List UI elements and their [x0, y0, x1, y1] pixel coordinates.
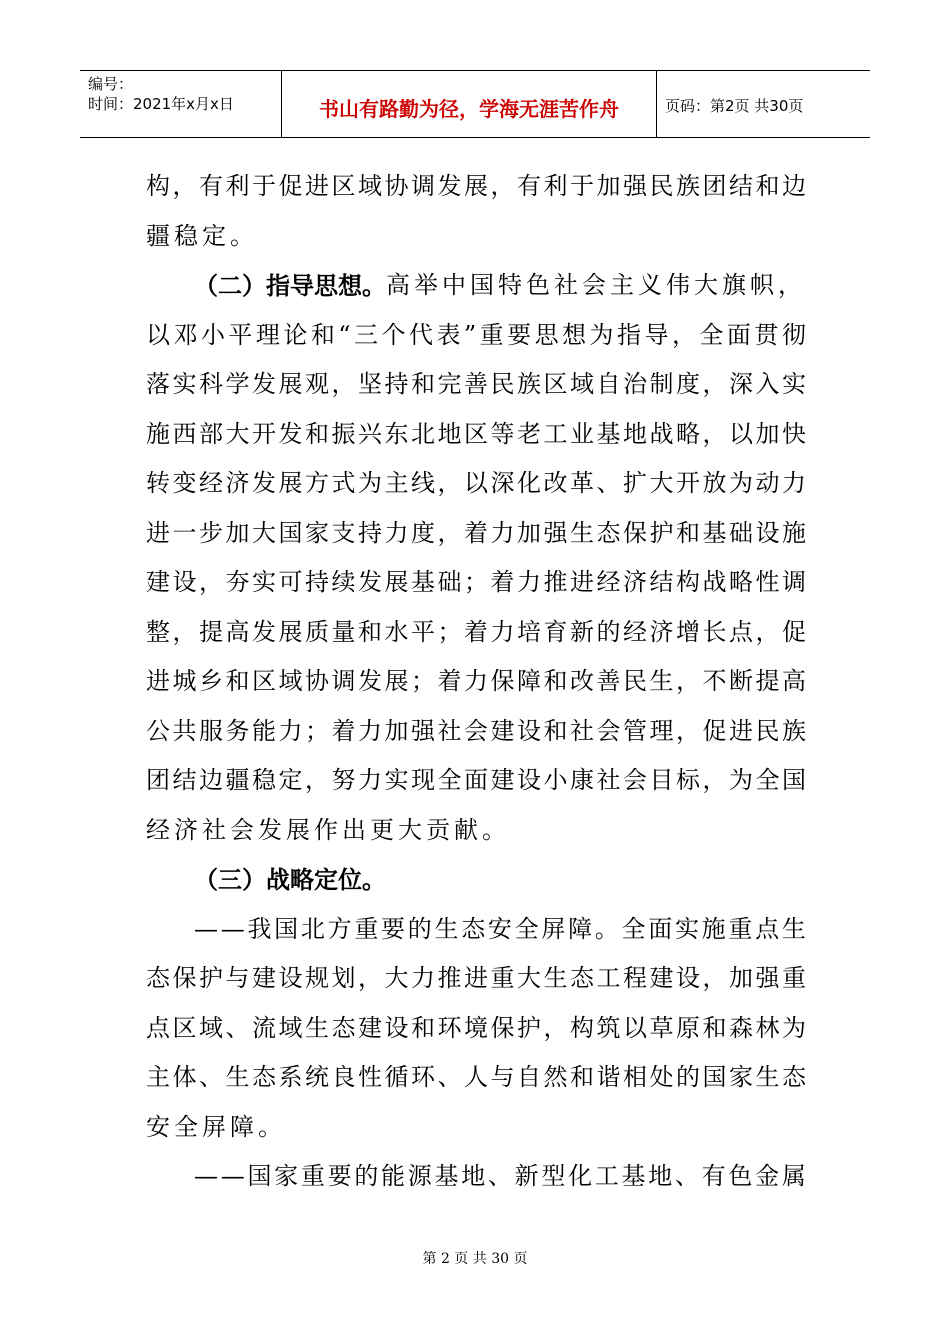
- header-motto-cell: [282, 71, 657, 137]
- page-footer: 第 2 页 共 30 页: [422, 1251, 528, 1267]
- number-label: 编号：: [88, 75, 134, 93]
- header-table: [80, 70, 870, 138]
- motto: 书山有路勤为径，学海无涯苦作舟: [319, 97, 619, 121]
- text-line: 态 保 护 与 建 设 规 划 ， 大 力 推 进 重 大 生 态 工 程 建 设 ， 加 强 重: [146, 964, 806, 992]
- text-line: 疆稳定。: [146, 221, 258, 250]
- text-line: 转 变 经 济 发 展 方 式 为 主 线 ， 以 深 化 改 革 、 扩 大 开 放 为 动 力: [146, 469, 806, 497]
- text-line: 构 ， 有 利 于 促 进 区 域 协 调 发 展 ， 有 利 于 加 强 民 族 团 结 和 边: [146, 172, 806, 200]
- guiding-text: 高举中国特色社会主义伟大旗帜，: [386, 271, 806, 299]
- text-line: 以 邓 小 平 理 论 和 “ 三 个 代 表 ” 重 要 思 想 为 指 导 ， 全 面 贯 彻: [146, 320, 806, 349]
- strategy-heading: （三）战略定位。: [194, 865, 386, 894]
- header-meta: [80, 71, 282, 137]
- text-line: 点 区 域 、 流 域 生 态 建 设 和 环 境 保 护 ， 构 筑 以 草 原 和 森 林 为: [146, 1013, 806, 1042]
- document-body: [146, 162, 806, 1202]
- text-line: 经济社会发展作出更大贡献。: [146, 815, 510, 844]
- date-label: 时间：2021年x月x日: [88, 95, 234, 113]
- text-line: 整 ， 提 高 发 展 质 量 和 水 平 ； 着 力 培 育 新 的 经 济 增 长 点 ， 促: [146, 617, 806, 646]
- text-line: — — 我 国 北 方 重 要 的 生 态 安 全 屏 障 。 全 面 实 施 重 点 生: [194, 914, 806, 943]
- text-line: 建 设 ， 夯 实 可 持 续 发 展 基 础 ； 着 力 推 进 经 济 结 构 战 略 性 调: [146, 568, 806, 596]
- text-line: — — 国 家 重 要 的 能 源 基 地 、 新 型 化 工 基 地 、 有 色 金 属: [194, 1162, 806, 1190]
- text-line: 主 体 、 生 态 系 统 良 性 循 环 、 人 与 自 然 和 谐 相 处 的 国 家 生 态: [146, 1063, 806, 1091]
- text-line: 进 城 乡 和 区 域 协 调 发 展 ； 着 力 保 障 和 改 善 民 生 ， 不 断 提 高: [146, 667, 806, 695]
- text-line: 团 结 边 疆 稳 定 ， 努 力 实 现 全 面 建 设 小 康 社 会 目 标 ， 为 全 国: [146, 766, 806, 794]
- text-line: 公 共 服 务 能 力 ； 着 力 加 强 社 会 建 设 和 社 会 管 理 ， 促 进 民 族: [146, 716, 806, 745]
- guiding-paragraph-start: [146, 261, 806, 311]
- guiding-heading: （二）指导思想。: [194, 271, 386, 300]
- text-line: 落 实 科 学 发 展 观 ， 坚 持 和 完 善 民 族 区 域 自 治 制 度 ， 深 入 实: [146, 370, 806, 398]
- header-page-cell: [657, 71, 870, 137]
- text-line: 进 一 步 加 大 国 家 支 持 力 度 ， 着 力 加 强 生 态 保 护 和 基 础 设 施: [146, 518, 806, 547]
- text-line: 安全屏障。: [146, 1112, 286, 1141]
- page-info: 页码：第2页 共30页: [665, 97, 804, 115]
- text-line: 施 西 部 大 开 发 和 振 兴 东 北 地 区 等 老 工 业 基 地 战 略 ， 以 加 快: [146, 419, 806, 448]
